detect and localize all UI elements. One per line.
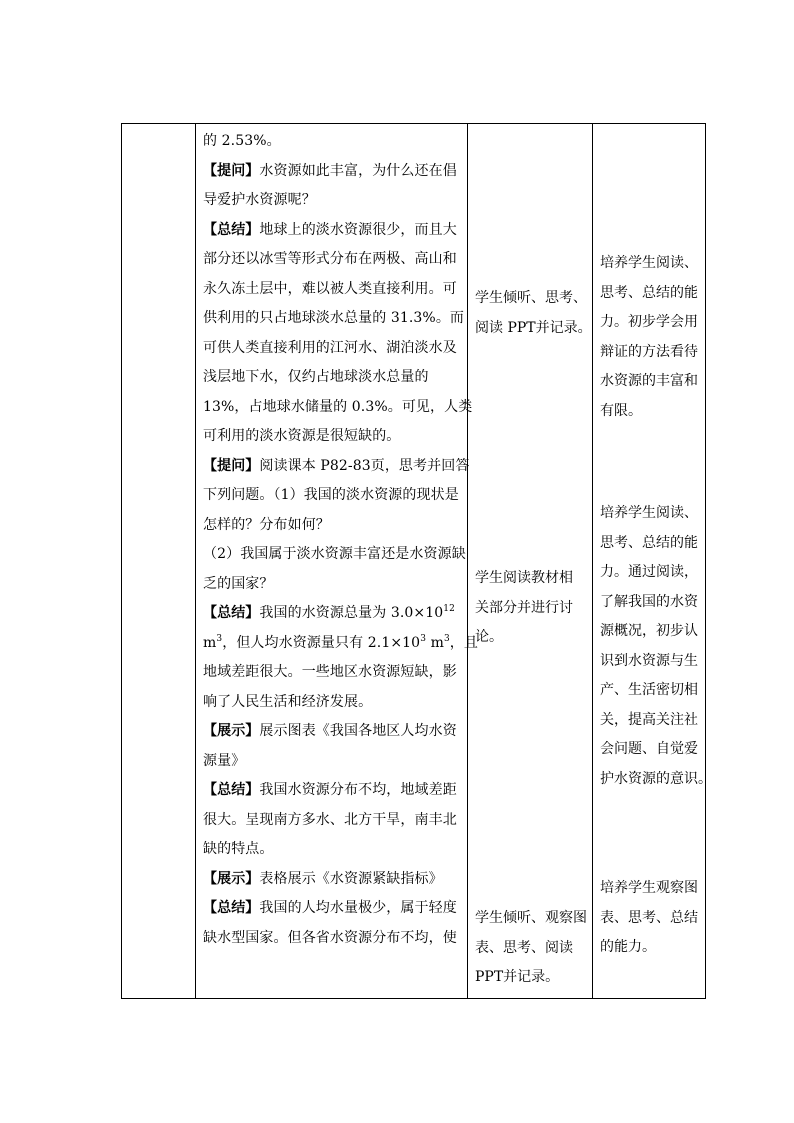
section-tag: 【展示】 xyxy=(203,870,260,887)
content-line: 【提问】阅读课本 P82-83页，思考并回答 xyxy=(203,457,470,474)
section-tag: 【总结】 xyxy=(203,605,260,621)
student-activity-block xyxy=(475,904,590,993)
intent-line: 思考、总结的能 xyxy=(600,534,698,551)
section-tag: 【总结】 xyxy=(203,221,260,238)
student-line: PPT并记录。 xyxy=(475,969,560,985)
intent-line: 护水资源的意识。 xyxy=(600,770,712,787)
student-line: 论。 xyxy=(475,629,503,645)
table-row xyxy=(122,124,706,999)
intent-line: 有限。 xyxy=(600,402,642,419)
content-line: 部分还以冰雪等形式分布在两极、高山和 xyxy=(203,251,457,267)
intent-line: 力。初步学会用 xyxy=(600,314,698,330)
section-tag: 【总结】 xyxy=(203,782,260,798)
student-line: 表、思考、阅读 xyxy=(475,939,573,956)
student-line: 阅读 PPT并记录。 xyxy=(475,319,592,336)
teacher-activity-text xyxy=(196,124,478,953)
design-intent-block xyxy=(600,874,703,963)
content-line: 缺的特点。 xyxy=(203,841,274,857)
content-line: 导爱护水资源呢？ xyxy=(203,192,316,208)
student-line: 学生倾听、观察图 xyxy=(475,910,587,926)
design-intent-block xyxy=(600,499,712,794)
content-line: 【总结】我国的人均水量极少，属于轻度 xyxy=(203,900,457,916)
intent-line: 辩证的方法看待 xyxy=(600,343,698,360)
intent-line: 识到水资源与生 xyxy=(600,652,698,669)
content-line: 下列问题。（1）我国的淡水资源的现状是 xyxy=(203,487,459,503)
content-line: 的 2.53%。 xyxy=(203,133,281,149)
content-line: 可供人类直接利用的江河水、湖泊淡水及 xyxy=(203,339,457,356)
intent-line: 培养学生阅读、 xyxy=(600,255,698,271)
content-line: 地域差距很大。一些地区水资源短缺，影 xyxy=(203,664,457,680)
intent-line: 表、思考、总结 xyxy=(600,909,698,926)
intent-line: 源概况，初步认 xyxy=(600,623,698,639)
content-text: m xyxy=(203,634,217,651)
intent-line: 的能力。 xyxy=(600,939,656,955)
intent-line: 水资源的丰富和 xyxy=(600,373,698,389)
student-activity-block xyxy=(475,284,590,343)
design-intent-column xyxy=(593,124,712,998)
content-line: 怎样的？分布如何？ xyxy=(203,516,330,533)
design-intent-cell xyxy=(593,124,712,999)
content-line: 浅层地下水，仅约占地球淡水总量的 xyxy=(203,369,429,385)
content-line xyxy=(203,629,478,659)
teacher-activity-cell xyxy=(196,124,478,999)
content-text: ，但人均水资源量只有 2.1×10 xyxy=(222,634,421,651)
student-line: 学生阅读教材相 xyxy=(475,570,573,586)
stage-cell xyxy=(122,124,196,999)
intent-line: 培养学生观察图 xyxy=(600,880,698,896)
content-line: 【展示】展示图表《我国各地区人均水资 xyxy=(203,723,457,739)
exponent: 3 xyxy=(216,633,223,644)
student-line: 学生倾听、思考、 xyxy=(475,290,587,306)
section-tag: 【提问】 xyxy=(203,162,260,179)
content-line xyxy=(203,599,461,629)
content-line: 13%，占地球水储量的 0.3%。可见，人类 xyxy=(203,398,473,415)
student-activity-cell xyxy=(468,124,593,999)
lesson-plan-table xyxy=(121,123,712,999)
content-line: 源量》 xyxy=(203,752,246,769)
exponent: 3 xyxy=(443,633,450,644)
content-line: 【展示】表格展示《水资源紧缺指标》 xyxy=(203,870,443,887)
exponent: 3 xyxy=(420,633,427,644)
design-intent-block xyxy=(600,249,703,426)
intent-line: 产、生活密切相 xyxy=(600,682,698,698)
content-line: 供利用的只占地球淡水总量的 31.3%。而 xyxy=(203,310,465,326)
content-line: 【总结】地球上的淡水资源很少，而且大 xyxy=(203,221,457,238)
student-activity-column xyxy=(468,124,592,998)
intent-line: 会问题、自觉爱 xyxy=(600,741,698,757)
section-tag: 【展示】 xyxy=(203,723,260,739)
section-tag: 【总结】 xyxy=(203,900,260,916)
content-line: 缺水型国家。但各省水资源分布不均，使 xyxy=(203,929,457,946)
intent-line: 力。通过阅读， xyxy=(600,564,698,580)
content-line: 【总结】我国水资源分布不均，地域差距 xyxy=(203,782,457,798)
content-line: 可利用的淡水资源是很短缺的。 xyxy=(203,428,401,444)
intent-line: 思考、总结的能 xyxy=(600,284,698,301)
content-line: 永久冻土层中，难以被人类直接利用。可 xyxy=(203,280,457,297)
content-line: 响了人民生活和经济发展。 xyxy=(203,693,373,710)
student-line: 关部分并进行讨 xyxy=(475,599,573,616)
content-line: 【提问】水资源如此丰富，为什么还在倡 xyxy=(203,162,457,179)
intent-line: 关，提高关注社 xyxy=(600,711,698,728)
student-activity-block xyxy=(475,564,590,653)
content-text: ，且 xyxy=(449,634,478,651)
section-tag: 【提问】 xyxy=(203,457,260,474)
content-text: 【总结】我国的水资源总量为 3.0×10 xyxy=(203,605,444,621)
content-line: 很大。呈现南方多水、北方干旱，南丰北 xyxy=(203,811,457,828)
intent-line: 了解我国的水资 xyxy=(600,593,698,610)
content-line: （2）我国属于淡水资源丰富还是水资源缺 xyxy=(203,546,466,562)
exponent: 12 xyxy=(443,604,455,614)
intent-line: 培养学生阅读、 xyxy=(600,505,698,521)
content-text: m xyxy=(426,634,444,651)
content-line: 乏的国家？ xyxy=(203,575,274,592)
